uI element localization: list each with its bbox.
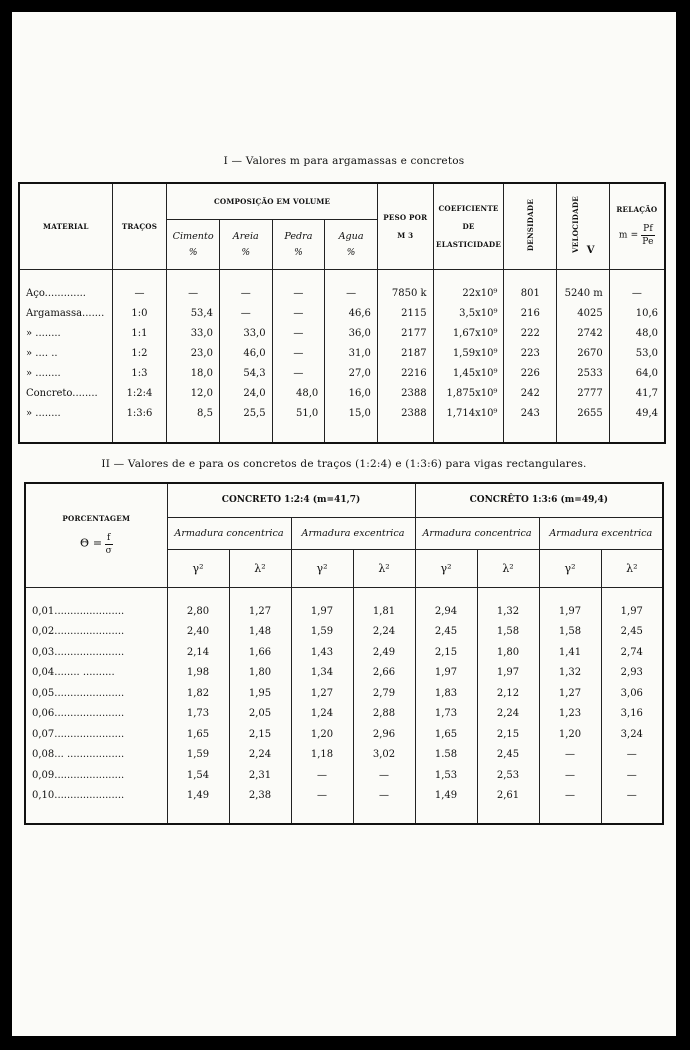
value-cell: 2,15 (415, 642, 477, 663)
traco-cell: 1:1 (112, 323, 167, 343)
header-porcentagem (25, 483, 167, 587)
peso-cell: 2187 (377, 343, 433, 363)
material-cell: » ........ (26, 327, 61, 339)
table2 (24, 482, 664, 825)
areia-cell: 24,0 (219, 383, 272, 403)
pedra-cell: 48,0 (272, 383, 325, 403)
value-cell: 1,97 (539, 601, 601, 622)
value-cell: 2,45 (601, 622, 663, 643)
value-cell: 1,58 (477, 622, 539, 643)
value-cell: 1,82 (167, 683, 229, 704)
agua-cell: 15,0 (325, 403, 378, 423)
pedra-cell: — (272, 343, 325, 363)
header-gamma: γ² (539, 549, 601, 587)
value-cell: 1.58 (415, 745, 477, 766)
header-excentrica-2: Armadura excentrica (539, 517, 663, 549)
theta-den: σ (105, 545, 112, 556)
value-cell: 1,32 (477, 601, 539, 622)
pct-label: % (241, 247, 251, 258)
value-cell: 3,24 (601, 724, 663, 745)
areia-cell: — (219, 283, 272, 303)
agua-cell: 46,6 (325, 303, 378, 323)
value-cell: 1,27 (291, 683, 353, 704)
table-row (25, 765, 663, 786)
value-cell: 1,83 (415, 683, 477, 704)
value-cell: 2,94 (415, 601, 477, 622)
table-row (19, 323, 665, 343)
value-cell: 1,41 (539, 642, 601, 663)
header-peso-line1: PESO POR (383, 212, 428, 222)
table-row (19, 303, 665, 323)
value-cell: 1,65 (167, 724, 229, 745)
header-concentrica-2: Armadura concentrica (415, 517, 539, 549)
header-excentrica-1: Armadura excentrica (291, 517, 415, 549)
value-cell: 2,96 (353, 724, 415, 745)
cimento-cell: 12,0 (167, 383, 220, 403)
relacao-cell: 64,0 (609, 363, 665, 383)
value-cell: 1,32 (539, 663, 601, 684)
theta-num: f (107, 532, 111, 543)
theta-label: Θ = (79, 536, 103, 550)
porcentagem-cell: 0,01...................... (32, 605, 125, 617)
relacao-den: Pe (642, 236, 654, 247)
cimento-cell: — (167, 283, 220, 303)
value-cell: — (601, 786, 663, 807)
cimento-cell: 53,4 (167, 303, 220, 323)
densidade-cell: 226 (504, 363, 557, 383)
peso-cell: 2388 (377, 403, 433, 423)
value-cell: 1,43 (291, 642, 353, 663)
header-areia (219, 219, 272, 269)
value-cell: 1,48 (229, 622, 291, 643)
header-coeficiente (433, 183, 504, 269)
value-cell: 1,54 (167, 765, 229, 786)
value-cell: 1,20 (539, 724, 601, 745)
velocidade-cell: 2742 (557, 323, 610, 343)
value-cell: 3,02 (353, 745, 415, 766)
value-cell: — (539, 765, 601, 786)
relacao-cell: 53,0 (609, 343, 665, 363)
velocidade-symbol: V (586, 245, 595, 257)
relacao-num: Pf (643, 223, 653, 234)
value-cell: 2,80 (167, 601, 229, 622)
header-pedra (272, 219, 325, 269)
coef-cell: 1,875x10⁹ (433, 383, 504, 403)
velocidade-cell: 2655 (557, 403, 610, 423)
table-row (25, 663, 663, 684)
areia-cell: 46,0 (219, 343, 272, 363)
densidade-cell: 801 (504, 283, 557, 303)
traco-cell: 1:2:4 (112, 383, 167, 403)
densidade-cell: 242 (504, 383, 557, 403)
coef-cell: 1,45x10⁹ (433, 363, 504, 383)
velocidade-cell: 4025 (557, 303, 610, 323)
table1-title: I — Valores m para argamassas e concretos (223, 155, 465, 167)
value-cell: 1,66 (229, 642, 291, 663)
value-cell: 1,59 (167, 745, 229, 766)
value-cell: 1,49 (415, 786, 477, 807)
peso-cell: 2216 (377, 363, 433, 383)
coef-cell: 22x10⁹ (433, 283, 504, 303)
cimento-cell: 8,5 (167, 403, 220, 423)
pedra-cell: — (272, 283, 325, 303)
value-cell: 2,93 (601, 663, 663, 684)
agua-cell: 16,0 (325, 383, 378, 403)
header-relacao (609, 183, 665, 269)
areia-label: Areia (232, 230, 259, 242)
value-cell: 2,31 (229, 765, 291, 786)
pedra-cell: — (272, 323, 325, 343)
pct-label: % (294, 247, 303, 258)
agua-cell: 27,0 (325, 363, 378, 383)
value-cell: 2,24 (353, 622, 415, 643)
material-cell: Concreto........ (26, 387, 98, 399)
header-cimento (167, 219, 220, 269)
pct-label: % (346, 247, 356, 258)
value-cell: — (601, 745, 663, 766)
material-cell: » ........ (26, 407, 61, 419)
value-cell: 2,79 (353, 683, 415, 704)
porcentagem-cell: 0,02...................... (32, 626, 125, 638)
peso-cell: 2115 (377, 303, 433, 323)
header-material: MATERIAL (19, 183, 112, 269)
peso-cell: 2177 (377, 323, 433, 343)
value-cell: — (291, 765, 353, 786)
table-row (25, 724, 663, 745)
value-cell: 1,18 (291, 745, 353, 766)
value-cell: 2,12 (477, 683, 539, 704)
header-agua (325, 219, 378, 269)
porcentagem-cell: 0,04........ .......... (32, 667, 115, 679)
table-row (19, 283, 665, 303)
value-cell: 1,58 (539, 622, 601, 643)
agua-label: Agua (338, 230, 364, 242)
value-cell: 2,15 (477, 724, 539, 745)
value-cell: 1,73 (415, 704, 477, 725)
peso-cell: 2388 (377, 383, 433, 403)
traco-cell: 1:0 (112, 303, 167, 323)
value-cell: 2,45 (477, 745, 539, 766)
areia-cell: 54,3 (219, 363, 272, 383)
traco-cell: 1:3 (112, 363, 167, 383)
material-cell: » .... .. (26, 347, 58, 359)
table1 (18, 182, 666, 444)
relacao-cell: 10,6 (609, 303, 665, 323)
header-densidade-label: DENSIDADE (525, 199, 535, 252)
cimento-cell: 33,0 (167, 323, 220, 343)
header-concreto-124: CONCRETO 1:2:4 (m=41,7) (167, 483, 415, 517)
value-cell: 2,40 (167, 622, 229, 643)
value-cell: 1,49 (167, 786, 229, 807)
header-peso-line2: M 3 (397, 230, 414, 240)
value-cell: — (291, 786, 353, 807)
header-densidade (504, 183, 557, 269)
value-cell: — (353, 765, 415, 786)
value-cell: 1,80 (229, 663, 291, 684)
table-row (25, 683, 663, 704)
header-concreto-136: CONCRÊTO 1:3:6 (m=49,4) (415, 483, 663, 517)
traco-cell: 1:2 (112, 343, 167, 363)
value-cell: 1,27 (229, 601, 291, 622)
cimento-label: Cimento (172, 230, 214, 242)
value-cell: 2,45 (415, 622, 477, 643)
peso-cell: 7850 k (377, 283, 433, 303)
value-cell: 2,38 (229, 786, 291, 807)
relacao-cell: 48,0 (609, 323, 665, 343)
porcentagem-cell: 0,07...................... (32, 728, 125, 740)
material-cell: Aço............. (26, 287, 86, 299)
traco-cell: — (112, 283, 167, 303)
header-coef-line3: ELASTICIDADE (436, 239, 502, 249)
table-row (19, 343, 665, 363)
cimento-cell: 18,0 (167, 363, 220, 383)
value-cell: — (601, 765, 663, 786)
porcentagem-cell: 0,06...................... (32, 708, 125, 720)
value-cell: 2,88 (353, 704, 415, 725)
pedra-label: Pedra (284, 230, 313, 242)
pedra-cell: 51,0 (272, 403, 325, 423)
areia-cell: — (219, 303, 272, 323)
coef-cell: 3,5x10⁹ (433, 303, 504, 323)
relacao-cell: 41,7 (609, 383, 665, 403)
value-cell: 3,16 (601, 704, 663, 725)
porcentagem-cell: 0,03...................... (32, 646, 125, 658)
relacao-m: m = (618, 230, 639, 241)
coef-cell: 1,59x10⁹ (433, 343, 504, 363)
value-cell: 2,24 (229, 745, 291, 766)
agua-cell: — (325, 283, 378, 303)
value-cell: 1,97 (601, 601, 663, 622)
value-cell: 1,65 (415, 724, 477, 745)
value-cell: 1,80 (477, 642, 539, 663)
coef-cell: 1,714x10⁹ (433, 403, 504, 423)
header-velocidade-label: VELOCIDADE (571, 196, 581, 254)
header-gamma: γ² (291, 549, 353, 587)
value-cell: 2,24 (477, 704, 539, 725)
densidade-cell: 222 (504, 323, 557, 343)
table-row (19, 383, 665, 403)
value-cell: 1,53 (415, 765, 477, 786)
relacao-cell: 49,4 (609, 403, 665, 423)
value-cell: 1,23 (539, 704, 601, 725)
value-cell: 2,53 (477, 765, 539, 786)
value-cell: 2,05 (229, 704, 291, 725)
areia-cell: 25,5 (219, 403, 272, 423)
header-lambda: λ² (601, 549, 663, 587)
material-cell: » ........ (26, 367, 61, 379)
porcentagem-cell: 0,09...................... (32, 769, 125, 781)
header-gamma: γ² (167, 549, 229, 587)
document-page (12, 12, 676, 1036)
table-row (25, 786, 663, 807)
theta-fraction (105, 532, 113, 557)
porcentagem-cell: 0,08... .................. (32, 749, 125, 761)
pedra-cell: — (272, 363, 325, 383)
value-cell: 1,97 (477, 663, 539, 684)
header-gamma: γ² (415, 549, 477, 587)
value-cell: 1,34 (291, 663, 353, 684)
value-cell: 1,97 (291, 601, 353, 622)
table-row (19, 403, 665, 423)
header-tracos: TRAÇOS (112, 183, 167, 269)
header-coef-line2: DE (462, 221, 475, 231)
table-row (25, 601, 663, 622)
header-lambda: λ² (353, 549, 415, 587)
relacao-fraction (641, 223, 655, 248)
value-cell: — (353, 786, 415, 807)
value-cell: 1,73 (167, 704, 229, 725)
header-lambda: λ² (229, 549, 291, 587)
header-coef-line1: COEFICIENTE (438, 203, 499, 213)
value-cell: 3,06 (601, 683, 663, 704)
material-cell: Argamassa....... (26, 307, 105, 319)
value-cell: 1,27 (539, 683, 601, 704)
pedra-cell: — (272, 303, 325, 323)
densidade-cell: 216 (504, 303, 557, 323)
velocidade-cell: 2777 (557, 383, 610, 403)
porcentagem-label: PORCENTAGEM (62, 513, 131, 523)
traco-cell: 1:3:6 (112, 403, 167, 423)
value-cell: 1,95 (229, 683, 291, 704)
header-composicao: COMPOSIÇÃO EM VOLUME (167, 183, 378, 219)
value-cell: 2,66 (353, 663, 415, 684)
value-cell: 2,74 (601, 642, 663, 663)
velocidade-cell: 5240 m (557, 283, 610, 303)
header-lambda: λ² (477, 549, 539, 587)
table-row (19, 363, 665, 383)
value-cell: 2,61 (477, 786, 539, 807)
table-row (25, 745, 663, 766)
densidade-cell: 243 (504, 403, 557, 423)
value-cell: 1,97 (415, 663, 477, 684)
value-cell: 1,81 (353, 601, 415, 622)
agua-cell: 31,0 (325, 343, 378, 363)
value-cell: 2,49 (353, 642, 415, 663)
coef-cell: 1,67x10⁹ (433, 323, 504, 343)
header-relacao-label: RELAÇÃO (616, 204, 658, 214)
agua-cell: 36,0 (325, 323, 378, 343)
table-row (25, 642, 663, 663)
value-cell: — (539, 745, 601, 766)
value-cell: 2,14 (167, 642, 229, 663)
value-cell: 1,24 (291, 704, 353, 725)
pct-label: % (188, 247, 198, 258)
header-concentrica-1: Armadura concentrica (167, 517, 291, 549)
value-cell: 2,15 (229, 724, 291, 745)
cimento-cell: 23,0 (167, 343, 220, 363)
velocidade-cell: 2533 (557, 363, 610, 383)
header-peso (377, 183, 433, 269)
value-cell: 1,98 (167, 663, 229, 684)
porcentagem-cell: 0,10...................... (32, 790, 125, 802)
table-row (25, 704, 663, 725)
relacao-cell: — (609, 283, 665, 303)
value-cell: 1,59 (291, 622, 353, 643)
velocidade-cell: 2670 (557, 343, 610, 363)
table2-title: II — Valores de e para os concretos de traços (1:2:4) e (1:3:6) para vigas rectangulares. (101, 458, 587, 470)
header-velocidade (557, 183, 610, 269)
porcentagem-cell: 0,05...................... (32, 687, 125, 699)
value-cell: — (539, 786, 601, 807)
areia-cell: 33,0 (219, 323, 272, 343)
densidade-cell: 223 (504, 343, 557, 363)
table-row (25, 622, 663, 643)
value-cell: 1,20 (291, 724, 353, 745)
